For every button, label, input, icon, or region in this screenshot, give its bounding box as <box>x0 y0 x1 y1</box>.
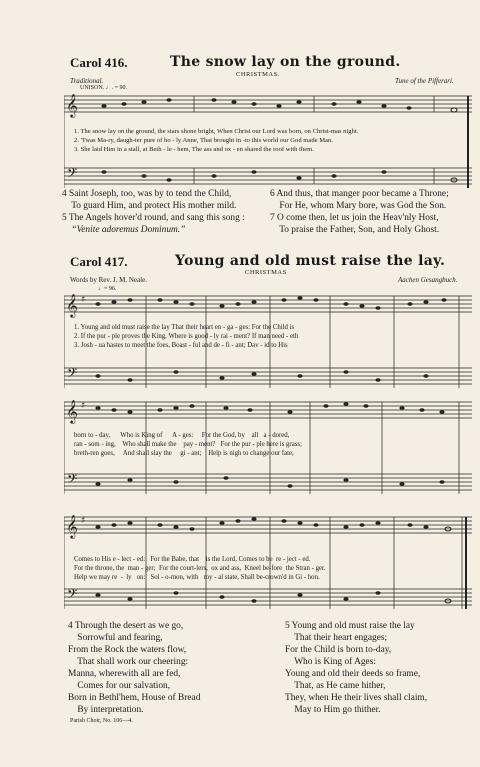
svg-text:𝄢: 𝄢 <box>67 165 78 184</box>
carol-417-verse-5-line-2: That their heart engages; <box>285 633 388 643</box>
bass-staff <box>64 165 472 184</box>
carol-417-verse-4-line-4: That shall work our cheering: <box>68 657 189 667</box>
carol-417-lyric-2-3: breth-ren goes, And shall slay the gi - ant; Help is nigh to change our fate, <box>74 450 294 457</box>
svg-text:♯: ♯ <box>81 295 86 305</box>
carol-417-verse-5-line-6: That, as He came hither, <box>285 681 386 691</box>
carol-417-verse-4-line-6: Comes for our salvation, <box>68 681 171 691</box>
carol-417-lyric-3-2: For the throne, the man - ger; For the court-lers, ox and ass, Kneel be-fore the Stran - ger. <box>74 565 326 572</box>
svg-text:𝄢: 𝄢 <box>67 471 78 490</box>
carol-417-verse-4-line-7: Born in Bethl'hem, House of Bread <box>68 693 201 703</box>
svg-text:𝄞: 𝄞 <box>66 293 78 317</box>
carol-417-verse-5-line-5: Young and old their deeds so frame, <box>285 669 421 679</box>
carol-417-verse-4-line-8: By interpretation. <box>68 705 144 715</box>
carol-416-verse-5-line-2: “Venite adoremus Dominum.” <box>62 225 186 235</box>
carol-417-lyric-1-3: 3. Josh - ua hastes to meet the foes, Boast - ful and de - fi - ant; Dav - id to His <box>74 342 288 349</box>
carol-417-lyric-3-3: Help we may re - ly on: Sol - o-mon, with roy - al state, Shall be-crown'd in Gi - hon. <box>74 574 320 581</box>
carol-417-verse-5-line-3: For the Child is born to-day, <box>285 645 392 655</box>
carol-416-verse-7-line-1: 7 O come then, let us join the Heav'nly Host, <box>270 213 439 223</box>
carol-417-verse-5-line-7: They, when He their lives shall claim, <box>285 693 428 703</box>
carol-417-verse-4-line-5: Manna, wherewith all are fed, <box>68 669 181 679</box>
carol-417-lyric-3-1: Comes to His e - lect - ed: For the Babe, that is the Lord, Comes to be re - ject - ed. <box>74 556 311 563</box>
carol-417-source-right: Aachen Gesangbuch. <box>398 276 458 284</box>
svg-text:𝄞: 𝄞 <box>66 514 78 538</box>
carol-417-lyric-1-1: 1. Young and old must raise the lay That their heart en - ga - ges: For the Child is <box>74 324 295 331</box>
carol-417-lyric-2-2: ran - som - ing, Who shall make the pay - ment? For the pur - ple here is grass; <box>74 441 302 448</box>
carol-417-verse-5-line-8: May to Him go thither. <box>285 705 381 715</box>
carol-417-words-by: Words by Rev. J. M. Neale. <box>70 276 147 284</box>
carol-416-occasion: CHRISTMAS. <box>236 71 280 78</box>
carol-417-verse-4-line-3: From the Rock the waters flow, <box>68 645 187 655</box>
carol-417-verse-5-line-4: Who is King of Ages: <box>285 657 376 667</box>
carol-416-verse-5-line-1: 5 The Angels hover'd round, and sang this song : <box>62 213 245 223</box>
footnote: Parish Choir, No. 106—4. <box>70 718 133 724</box>
svg-text:𝄞: 𝄞 <box>66 93 78 117</box>
carol-416-verse-7-line-2: To praise the Father, Son, and Holy Ghost. <box>270 225 440 235</box>
carol-416-verse-4-line-2: To guard Him, and protect His mother mild. <box>62 201 237 211</box>
carol-416-lyric-line-1: 1. The snow lay on the ground, the stars shone bright, When Christ our Lord was born, on Christ-mas night. <box>74 128 359 135</box>
carol-417-verse-4-line-2: Sorrowful and fearing, <box>68 633 163 643</box>
svg-text:𝄢: 𝄢 <box>67 586 78 605</box>
carol-416-verse-6-line-2: For He, whom Mary bore, was God the Son. <box>270 201 447 211</box>
carol-416-source-left: Traditional. <box>70 77 104 85</box>
svg-text:𝄢: 𝄢 <box>67 365 78 384</box>
carol-416-lyric-line-2: 2. 'Twas Ma-ry, daugh-ter pure of ho - ly Anne, That brought in -to this world our God made Man. <box>74 137 333 144</box>
carol-417-verse-4-line-1: 4 Through the desert as we go, <box>68 621 184 631</box>
carol-417-verse-5-line-1: 5 Young and old must raise the lay <box>285 621 415 631</box>
carol-416-number: Carol 416. <box>70 55 128 70</box>
carol-417-occasion: CHRISTMAS <box>245 269 287 276</box>
svg-text:♯: ♯ <box>81 516 86 526</box>
carol-417-lyric-2-1: born to - day, Who is King of A - ges: For the God, by all a - dored, <box>74 432 290 439</box>
carol-416-lyric-line-3: 3. She laid Him in a stall, at Beth - le - hem, The ass and ox - en shared the roof with them. <box>74 146 314 153</box>
svg-text:♯: ♯ <box>81 401 86 411</box>
carol-416-title: The snow lay on the ground. <box>170 54 401 70</box>
carol-417-tempo: ♩= 96. <box>98 286 117 292</box>
carol-416-verse-4-line-1: 4 Saint Joseph, too, was by to tend the Child, <box>62 189 232 199</box>
carol-417-number: Carol 417. <box>70 254 128 269</box>
carol-417-lyric-1-2: 2. If the pur - ple proves the King, Where is good - ly rai - ment? If man need - eth <box>74 333 299 340</box>
carol-417-title: Young and old must raise the lay. <box>175 253 446 269</box>
svg-text:𝄞: 𝄞 <box>66 399 78 423</box>
carol-416-verse-6-line-1: 6 And thus, that manger poor became a Throne; <box>270 189 449 199</box>
carol-416-tempo: UNISON. ♩. = 90. <box>80 85 128 91</box>
carol-416-source-right: Tune of the Pifferari. <box>395 77 454 85</box>
